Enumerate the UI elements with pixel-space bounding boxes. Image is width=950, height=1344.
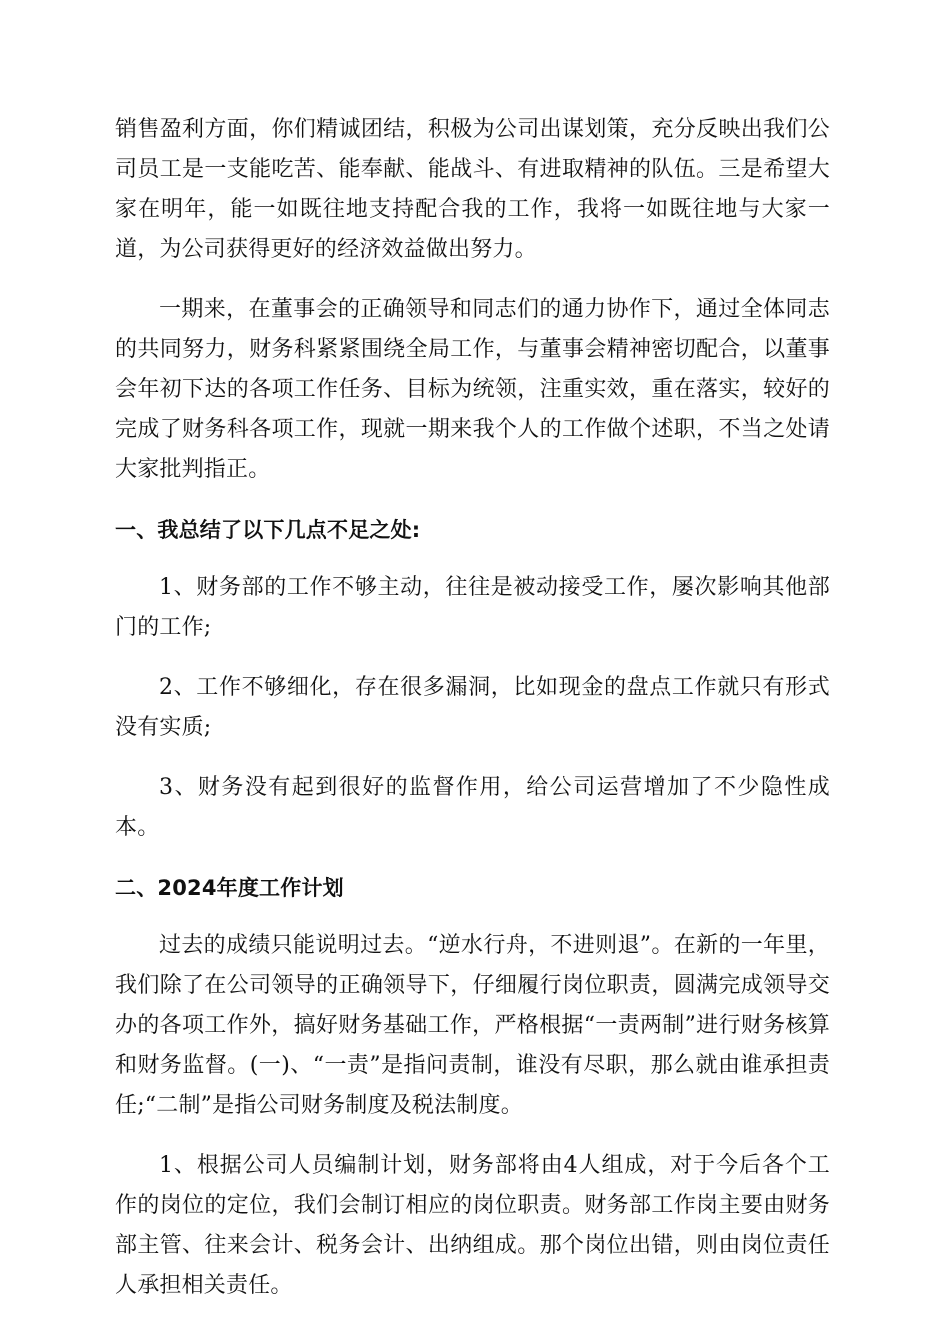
shortcoming-item-3: 3、财务没有起到很好的监督作用，给公司运营增加了不少隐性成本。 — [115, 775, 830, 840]
shortcoming-item-1: 1、财务部的工作不够主动，往往是被动接受工作，屡次影响其他部门的工作; — [115, 575, 830, 640]
document-page — [115, 110, 830, 1326]
section-heading-work-plan: 二、2024年度工作计划 — [115, 876, 344, 900]
shortcoming-item-2: 2、工作不够细化，存在很多漏洞，比如现金的盘点工作就只有形式没有实质; — [115, 675, 830, 740]
paragraph-work-summary: 一期来，在董事会的正确领导和同志们的通力协作下，通过全体同志的共同努力，财务科紧紧围绕全局工作，与董事会精神密切配合，以董事会年初下达的各项工作任务、目标为统领，注重实效，重在落实，较好的完成了财务科各项工作，现就一期来我个人的工作做个述职，不当之处请大家批判指正。 — [115, 297, 830, 482]
work-plan-intro: 过去的成绩只能说明过去。“逆水行舟，不进则退”。在新的一年里，我们除了在公司领导的正确领导下，仔细履行岗位职责，圆满完成领导交办的各项工作外，搞好财务基础工作，严格根据“一责两制”进行财务核算和财务监督。(一)、“一责”是指问责制，谁没有尽职，那么就由谁承担责任;“二制”是指公司财务制度及税法制度。 — [115, 933, 830, 1118]
work-plan-item-1: 1、根据公司人员编制计划，财务部将由4人组成，对于今后各个工作的岗位的定位，我们会制订相应的岗位职责。财务部工作岗主要由财务部主管、往来会计、税务会计、出纳组成。那个岗位出错，则由岗位责任人承担相关责任。 — [115, 1153, 830, 1298]
paragraph-continuation: 销售盈利方面，你们精诚团结，积极为公司出谋划策，充分反映出我们公司员工是一支能吃苦、能奉献、能战斗、有进取精神的队伍。三是希望大家在明年，能一如既往地支持配合我的工作，我将一如既往地与大家一道，为公司获得更好的经济效益做出努力。 — [115, 117, 830, 262]
section-heading-shortcomings: 一、我总结了以下几点不足之处: — [115, 518, 421, 542]
